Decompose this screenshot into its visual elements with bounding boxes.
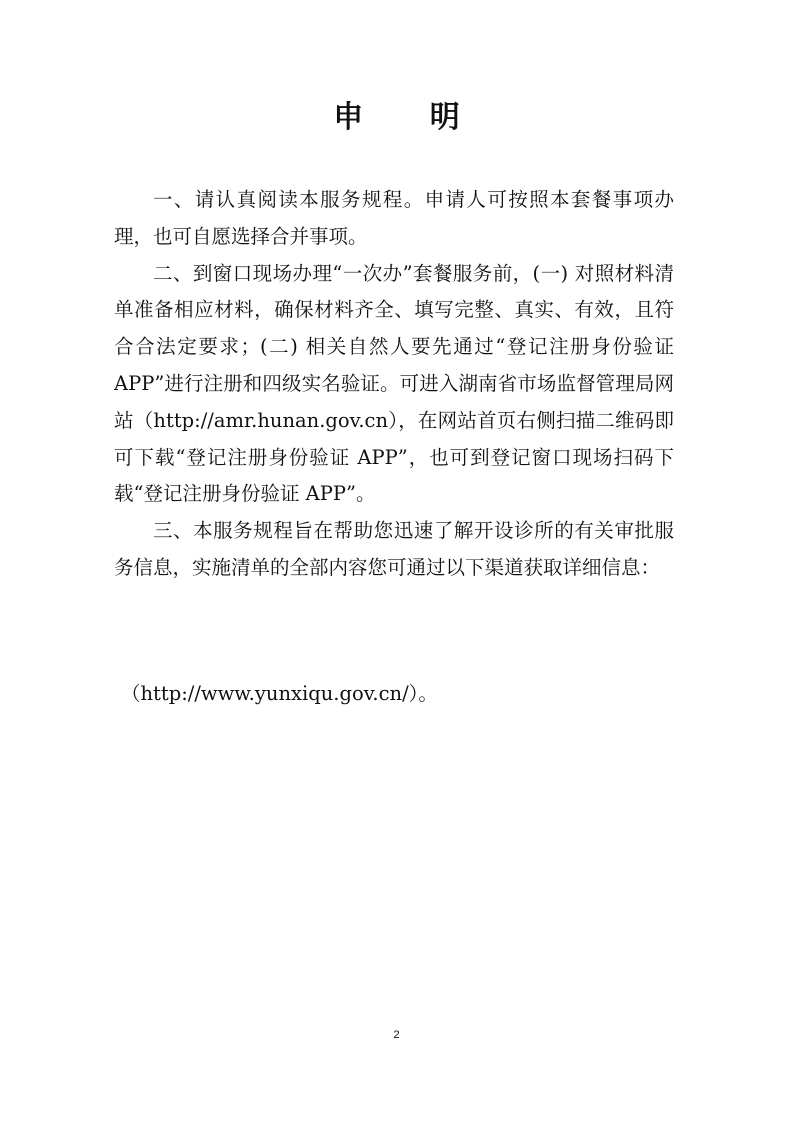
paragraph-1: 一、请认真阅读本服务规程。申请人可按照本套餐事项办理，也可自愿选择合并事项。 bbox=[114, 188, 674, 248]
body-text bbox=[114, 182, 674, 587]
paragraph-3: 三、本服务规程旨在帮助您迅速了解开设诊所的有关审批服务信息，实施清单的全部内容您可通过以下渠道获取详细信息： bbox=[114, 519, 674, 579]
info-url-line: （http://www.yunxiqu.gov.cn/）。 bbox=[121, 682, 438, 705]
page-title: 申 明 bbox=[333, 100, 488, 135]
paragraph-2: 二、到窗口现场办理“一次办”套餐服务前，(一) 对照材料清单准备相应材料，确保材料齐全、填写完整、真实、有效，且符合合法定要求；(二) 相关自然人要先通过“登记注册身份验证 APP”进行注册和四级实名验证。可进入湖南省市场监督管理局网站（http://amr.hunan.gov.cn），在网站首页右侧扫描二维码即可下载“登记注册身份验证 APP”，也可到登记窗口现场扫码下载“登记注册身份验证 APP”。 bbox=[114, 261, 674, 506]
page-number: 2 bbox=[393, 1029, 400, 1041]
